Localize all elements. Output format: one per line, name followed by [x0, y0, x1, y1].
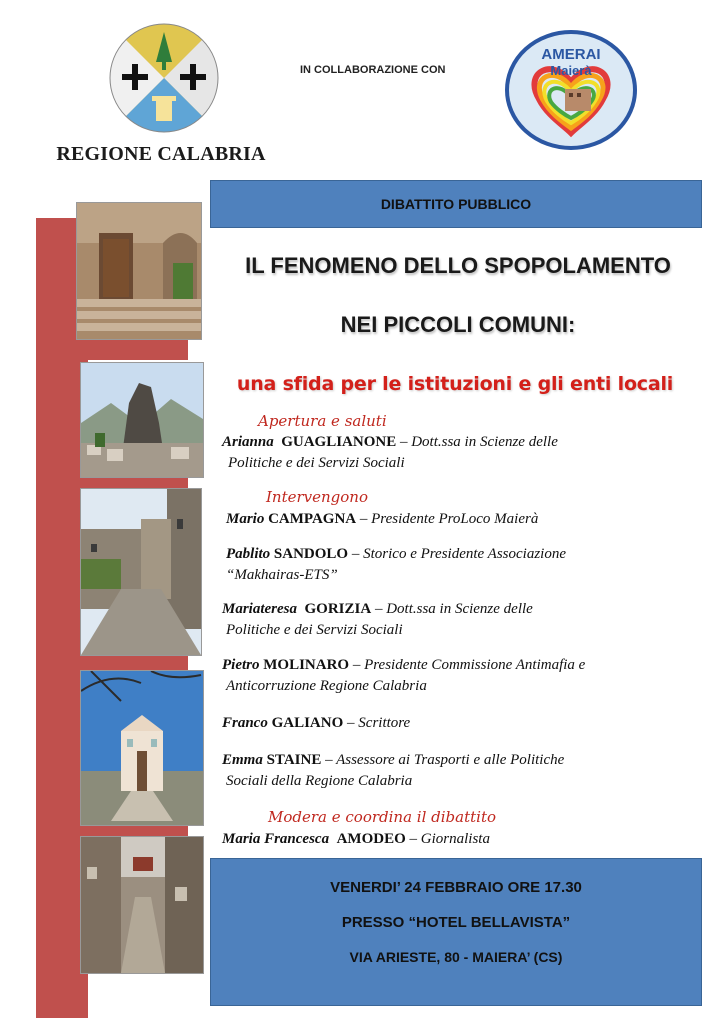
photo-alley	[80, 836, 204, 974]
speaker-5	[222, 713, 702, 734]
speaker-first-name: Arianna	[222, 434, 274, 450]
speaker-2	[226, 544, 704, 586]
speaker-role-cont: Politiche e dei Servizi Sociali	[228, 455, 405, 471]
speaker-opening	[222, 432, 702, 474]
speaker-4	[222, 655, 704, 697]
event-info-box	[210, 858, 702, 1006]
region-name: REGIONE CALABRIA	[56, 143, 266, 165]
speaker-role: – Dott.ssa in Scienze delle	[374, 601, 533, 617]
photo-village-street	[80, 488, 202, 656]
moderator-heading: Modera e coordina il dibattito	[268, 808, 497, 826]
photo-church	[80, 670, 204, 826]
speakers-heading: Intervengono	[266, 488, 368, 506]
speaker-3	[222, 599, 702, 641]
title-line-1: IL FENOMENO DELLO SPOPOLAMENTO	[245, 253, 671, 278]
speaker-last-name: GORIZIA	[304, 601, 372, 617]
speaker-last-name: STAINE	[266, 752, 322, 768]
speaker-last-name: GUAGLIANONE	[281, 434, 397, 450]
speaker-moderator	[222, 829, 704, 850]
amerai-maiera-logo	[503, 27, 639, 153]
speaker-role: – Giornalista	[409, 831, 490, 847]
title-line-2: NEI PICCOLI COMUNI:	[340, 312, 576, 337]
speaker-role: – Presidente ProLoco Maierà	[359, 511, 539, 527]
speaker-last-name: MOLINARO	[263, 657, 350, 673]
speaker-role-cont: “Makhairas-ETS”	[226, 567, 338, 583]
speaker-first-name: Emma	[222, 752, 263, 768]
event-address: VIA ARIESTE, 80 - MAIERA’ (CS)	[349, 949, 563, 965]
debate-banner	[210, 180, 702, 228]
speaker-role: – Dott.ssa in Scienze delle	[399, 434, 558, 450]
opening-heading: Apertura e saluti	[258, 412, 387, 430]
speaker-6	[222, 750, 704, 792]
banner-label: DIBATTITO PUBBLICO	[380, 196, 532, 212]
event-date: VENERDI’ 24 FEBBRAIO ORE 17.30	[330, 879, 582, 896]
photo-stone-doorway	[76, 202, 202, 340]
speaker-role: – Presidente Commissione Antimafia e	[352, 657, 586, 673]
photo-rock-village	[80, 362, 204, 478]
speaker-role-cont: Anticorruzione Regione Calabria	[226, 678, 427, 694]
partner-logo-line1: AMERAI	[541, 46, 601, 63]
speaker-1	[226, 509, 704, 530]
speaker-first-name: Pablito	[226, 546, 271, 562]
speaker-last-name: SANDOLO	[273, 546, 349, 562]
speaker-first-name: Franco	[222, 715, 268, 731]
decorative-stripe	[88, 654, 188, 670]
event-venue: PRESSO “HOTEL BELLAVISTA”	[341, 914, 571, 931]
decorative-stripe	[88, 340, 188, 360]
speaker-first-name: Pietro	[222, 657, 260, 673]
speaker-role: – Storico e Presidente Associazione	[351, 546, 566, 562]
speaker-role: – Scrittore	[347, 715, 411, 731]
subtitle: una sfida per le istituzioni e gli enti locali	[236, 373, 674, 395]
regione-calabria-logo	[108, 22, 220, 134]
speaker-first-name: Maria Francesca	[222, 831, 330, 847]
speaker-role-cont: Sociali della Regione Calabria	[226, 773, 413, 789]
speaker-last-name: AMODEO	[336, 831, 406, 847]
speaker-last-name: GALIANO	[271, 715, 344, 731]
speaker-first-name: Mariateresa	[222, 601, 297, 617]
speaker-role-cont: Politiche e dei Servizi Sociali	[226, 622, 403, 638]
speaker-first-name: Mario	[226, 511, 265, 527]
partner-logo-line2: Maierà	[550, 63, 592, 78]
speaker-role: – Assessore ai Trasporti e alle Politiche	[325, 752, 565, 768]
speaker-last-name: CAMPAGNA	[268, 511, 357, 527]
collaboration-label: IN COLLABORAZIONE CON	[300, 64, 446, 76]
